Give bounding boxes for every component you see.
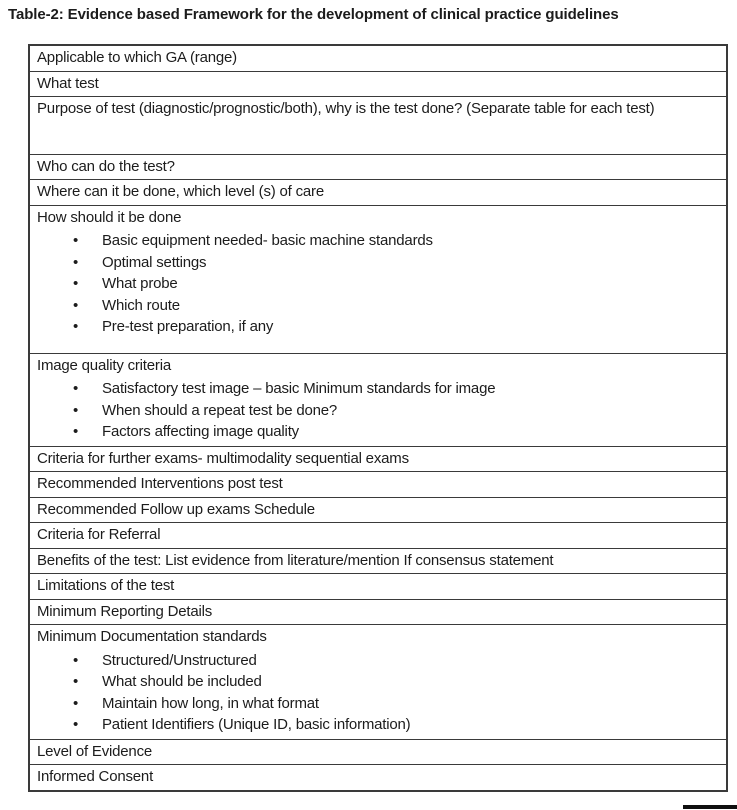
row-label: Purpose of test (diagnostic/prognostic/both), why is the test done? (Separate table for each test) (37, 100, 655, 117)
bullet-item: • What should be included (37, 671, 719, 693)
table-row (30, 446, 726, 472)
row-label: Level of Evidence (37, 742, 153, 760)
bullet-item: • Basic equipment needed- basic machine standards (37, 230, 719, 252)
bullet-item: • Factors affecting image quality (37, 421, 719, 443)
table-row (30, 205, 726, 353)
bullet-item: • Maintain how long, in what format (37, 693, 719, 715)
bullet-item: • What probe (37, 273, 719, 295)
bullet-list (37, 378, 719, 443)
table-row (30, 154, 726, 180)
row-label: Criteria for further exams- multimodality sequential exams (37, 449, 409, 467)
table-row (30, 497, 726, 523)
framework-table (28, 44, 728, 792)
bullet-list (37, 650, 719, 736)
row-label: Informed Consent (37, 768, 154, 785)
table-row (30, 739, 726, 765)
row-label: Image quality criteria (37, 356, 171, 374)
row-label: Benefits of the test: List evidence from literature/mention If consensus statement (37, 551, 554, 569)
bullet-item: • Structured/Unstructured (37, 650, 719, 672)
row-label: Recommended Interventions post test (37, 475, 283, 492)
bullet-item: • Patient Identifiers (Unique ID, basic information) (37, 714, 719, 736)
row-label: Recommended Follow up exams Schedule (37, 500, 315, 518)
row-label: What test (37, 74, 99, 92)
table-row (30, 471, 726, 497)
bullet-item: • Which route (37, 295, 719, 317)
bullet-list (37, 230, 719, 338)
table-row (30, 179, 726, 205)
row-label: Minimum Documentation standards (37, 628, 267, 645)
bullet-item: • When should a repeat test be done? (37, 400, 719, 422)
table-row (30, 548, 726, 574)
table-row (30, 599, 726, 625)
table-row (30, 573, 726, 599)
table-row (30, 764, 726, 790)
bullet-item: • Optimal settings (37, 252, 719, 274)
row-label: How should it be done (37, 208, 182, 226)
row-label: Applicable to which GA (range) (37, 49, 237, 66)
row-label: Where can it be done, which level (s) of care (37, 183, 324, 200)
table-row (30, 353, 726, 446)
table-row (30, 522, 726, 548)
table-row (30, 46, 726, 71)
cropped-next-element-edge (683, 805, 737, 809)
row-label: Minimum Reporting Details (37, 602, 213, 620)
bullet-item: • Satisfactory test image – basic Minimum standards for image (37, 378, 719, 400)
table-row (30, 624, 726, 739)
row-label: Criteria for Referral (37, 526, 161, 543)
table-caption: Table-2: Evidence based Framework for the development of clinical practice guidelines (8, 6, 619, 23)
row-label: Limitations of the test (37, 577, 175, 594)
table-row (30, 71, 726, 97)
row-label: Who can do the test? (37, 157, 175, 175)
table-row (30, 96, 726, 154)
bullet-item: • Pre-test preparation, if any (37, 316, 719, 338)
